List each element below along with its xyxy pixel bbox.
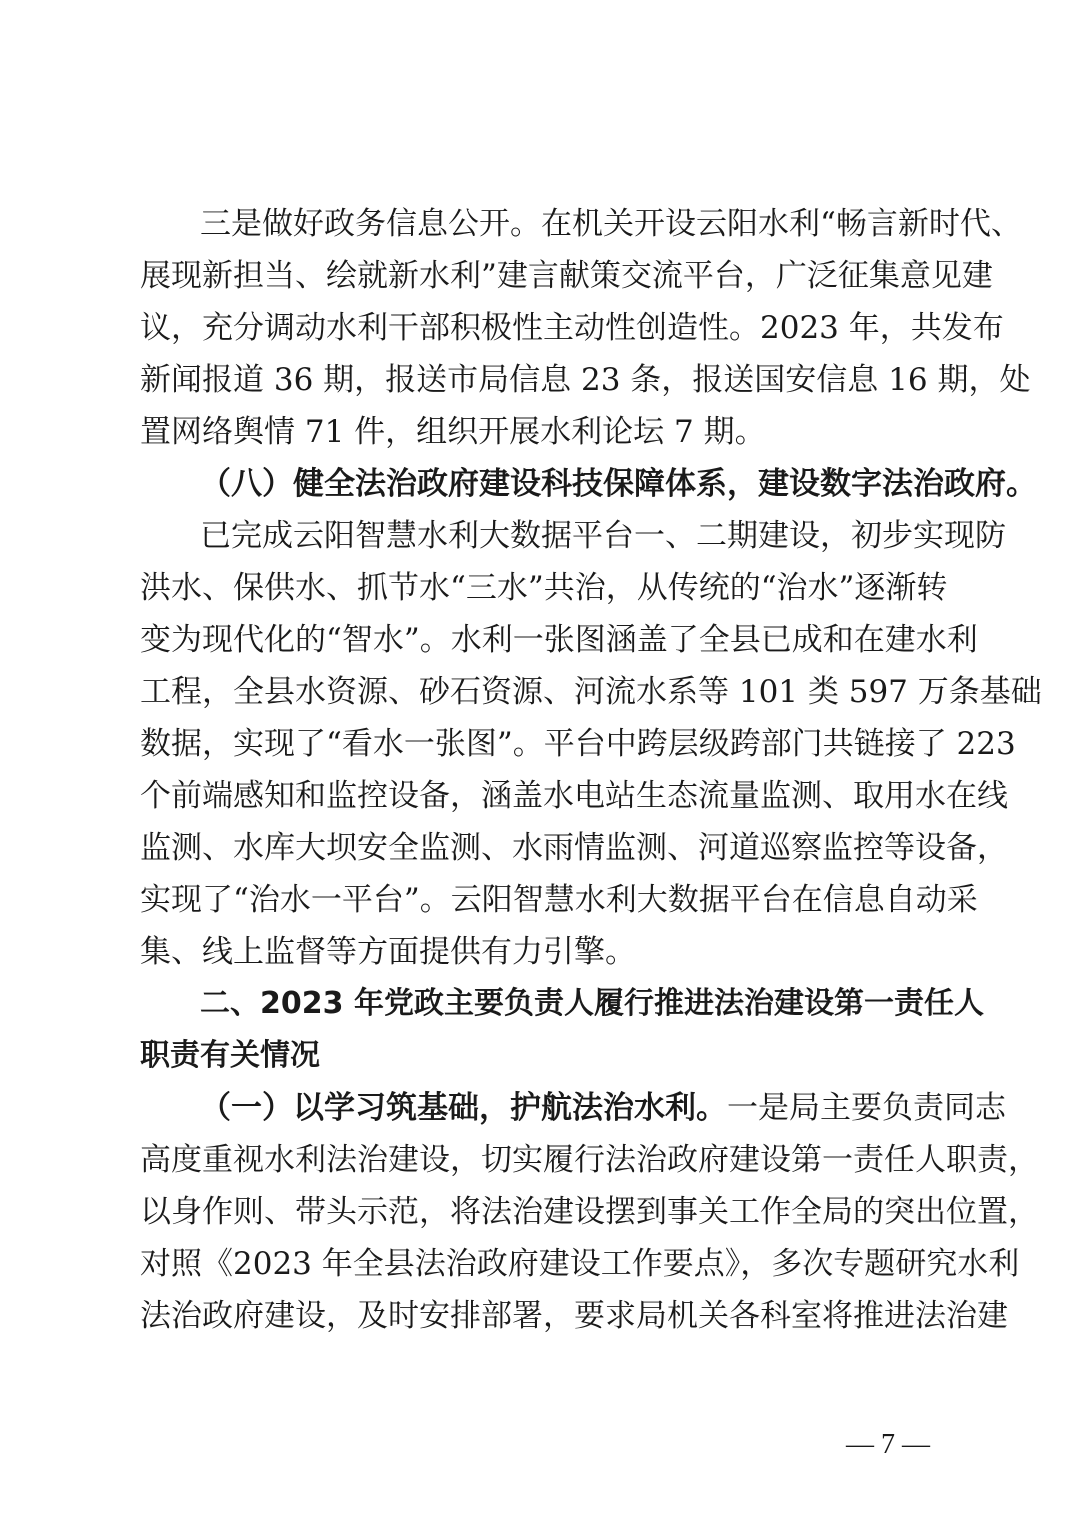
page-number: — 7 —: [846, 1429, 930, 1460]
paragraph-2-line-5: 数据，实现了“看水一张图”。平台中跨层级跨部门共链接了 223: [140, 726, 1016, 762]
paragraph-2-line-6: 个前端感知和监控设备，涵盖水电站生态流量监测、取用水在线: [140, 778, 1008, 814]
paragraph-1-line-1: 三是做好政务信息公开。在机关开设云阳水利“畅言新时代、: [200, 206, 1022, 242]
paragraph-3-line-1: [200, 1088, 1006, 1128]
paragraph-3-line-4: 对照《2023 年全县法治政府建设工作要点》，多次专题研究水利: [140, 1246, 1020, 1282]
paragraph-3-line-5: 法治政府建设，及时安排部署，要求局机关各科室将推进法治建: [140, 1298, 1008, 1334]
paragraph-2-line-4: 工程，全县水资源、砂石资源、河流水系等 101 类 597 万条基础: [140, 674, 1042, 710]
paragraph-2-line-8: 实现了“治水一平台”。云阳智慧水利大数据平台在信息自动采: [140, 882, 978, 918]
paragraph-1-line-5: 置网络舆情 71 件，组织开展水利论坛 7 期。: [140, 414, 766, 450]
paragraph-2-line-2: 洪水、保供水、抓节水“三水”共治，从传统的“治水”逐渐转: [140, 570, 948, 606]
paragraph-3-line-2: 高度重视水利法治建设，切实履行法治政府建设第一责任人职责，: [140, 1142, 1039, 1178]
paragraph-2-line-9: 集、线上监督等方面提供有力引擎。: [140, 934, 636, 970]
paragraph-1-line-3: 议，充分调动水利干部积极性主动性创造性。2023 年，共发布: [140, 310, 1004, 346]
paragraph-2-line-1: 已完成云阳智慧水利大数据平台一、二期建设，初步实现防: [200, 518, 1006, 554]
paragraph-1-line-4: 新闻报道 36 期，报送市局信息 23 条，报送国安信息 16 期，处: [140, 362, 1031, 398]
section-heading-line-2: 职责有关情况: [140, 1038, 320, 1073]
paragraph-3-line-1-text: 一是局主要负责同志: [727, 1090, 1006, 1126]
paragraph-3-subheading: （一）以学习筑基础，护航法治水利。: [200, 1090, 727, 1126]
paragraph-3-line-3: 以身作则、带头示范，将法治建设摆到事关工作全局的突出位置，: [140, 1194, 1039, 1230]
paragraph-2-line-3: 变为现代化的“智水”。水利一张图涵盖了全县已成和在建水利: [140, 622, 978, 658]
section-heading-line-1: 二、2023 年党政主要负责人履行推进法治建设第一责任人: [200, 986, 984, 1021]
paragraph-1-line-2: 展现新担当、绘就新水利”建言献策交流平台，广泛征集意见建: [140, 258, 993, 294]
subheading-8: （八）健全法治政府建设科技保障体系，建设数字法治政府。: [200, 466, 1037, 502]
paragraph-2-line-7: 监测、水库大坝安全监测、水雨情监测、河道巡察监控等设备，: [140, 830, 1008, 866]
